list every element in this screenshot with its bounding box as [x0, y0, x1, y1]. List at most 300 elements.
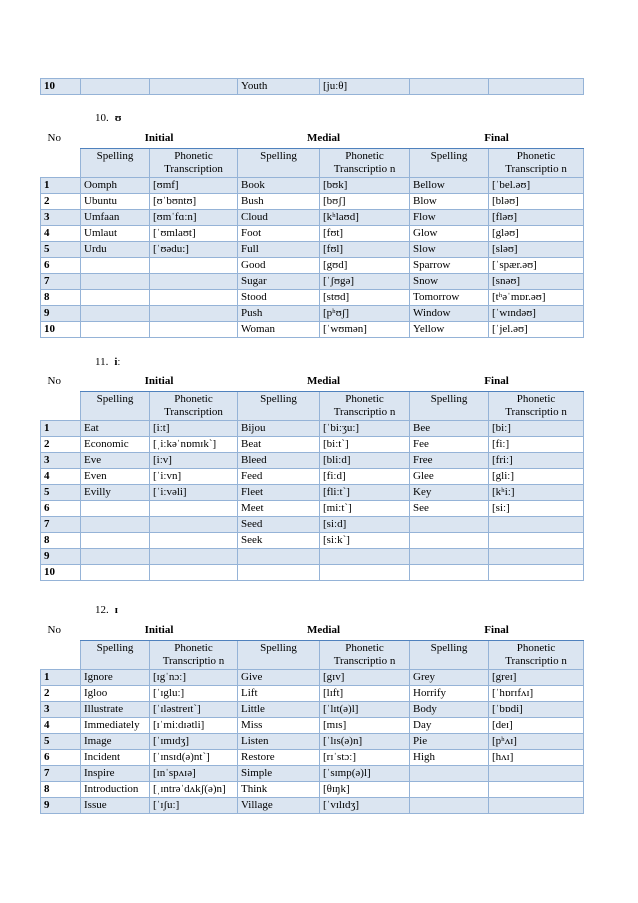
table-row — [41, 258, 584, 274]
cell: [mɪs] — [320, 718, 410, 734]
table-row — [41, 533, 584, 549]
row-number: 10 — [41, 322, 81, 338]
cell: Umlaut — [81, 226, 150, 242]
initial-header: Initial — [81, 371, 238, 392]
cell — [489, 517, 584, 533]
cell — [150, 501, 238, 517]
cell: [pʰʌɪ] — [489, 734, 584, 750]
cell — [81, 565, 150, 581]
medial-header: Medial — [238, 620, 410, 641]
table-row — [41, 322, 584, 338]
header-row — [41, 371, 584, 392]
cell: [bʊʃ] — [320, 194, 410, 210]
medial-header: Medial — [238, 128, 410, 149]
cell: Full — [238, 242, 320, 258]
cell: [ˌɪntrəˈdʌkʃ(ə)n] — [150, 782, 238, 798]
empty-cell — [41, 149, 81, 178]
cell — [81, 501, 150, 517]
phonetic-transcription-header — [489, 392, 584, 421]
table-row — [41, 485, 584, 501]
cell: Illustrate — [81, 702, 150, 718]
header-row — [41, 128, 584, 149]
cell: Lift — [238, 686, 320, 702]
cell: [ɪgˈnɔː] — [150, 670, 238, 686]
cell: Urdu — [81, 242, 150, 258]
phonetic-transcription-header — [150, 392, 238, 421]
cell — [489, 549, 584, 565]
phoneme-table — [40, 620, 584, 814]
table-row — [41, 565, 584, 581]
cell: Pie — [410, 734, 489, 750]
cell: [hʌɪ] — [489, 750, 584, 766]
row-number: 1 — [41, 178, 81, 194]
table-row — [41, 226, 584, 242]
cell: Oomph — [81, 178, 150, 194]
cell: [rɪˈstɔː] — [320, 750, 410, 766]
final-header: Final — [410, 620, 584, 641]
spelling-header: Spelling — [238, 641, 320, 670]
cell: [fliːt`] — [320, 485, 410, 501]
table-row — [41, 178, 584, 194]
cell — [81, 517, 150, 533]
row-number: 8 — [41, 533, 81, 549]
cell — [410, 798, 489, 814]
cell: [ʊmf] — [150, 178, 238, 194]
table-row — [41, 453, 584, 469]
phonetic-transcription-header — [320, 392, 410, 421]
cell: Bellow — [410, 178, 489, 194]
table-row — [41, 210, 584, 226]
spelling-header: Spelling — [238, 149, 320, 178]
table-row — [41, 79, 584, 95]
phonetic-transcription-header — [320, 641, 410, 670]
cell: [stʊd] — [320, 290, 410, 306]
row-number: 3 — [41, 453, 81, 469]
cell: [lɪft] — [320, 686, 410, 702]
cell: Immediately — [81, 718, 150, 734]
cell — [489, 565, 584, 581]
cell: [ˈbiːʒuː] — [320, 421, 410, 437]
spelling-header: Spelling — [81, 392, 150, 421]
cell: [bliːd] — [320, 453, 410, 469]
cell: [ɪˈmiːdɪətli] — [150, 718, 238, 734]
transcription-label: Transcriptio n — [505, 163, 567, 175]
cell: Grey — [410, 670, 489, 686]
cell: [fiː] — [489, 437, 584, 453]
cell: Foot — [238, 226, 320, 242]
cell — [489, 798, 584, 814]
cell: [greɪ] — [489, 670, 584, 686]
cell: Miss — [238, 718, 320, 734]
cell: [ˈlɪt(ə)l] — [320, 702, 410, 718]
transcription-label: Transcription — [164, 163, 223, 175]
cell: Sparrow — [410, 258, 489, 274]
cell: [ˈwɪndəʊ] — [489, 306, 584, 322]
cell — [238, 549, 320, 565]
row-number: 10 — [41, 79, 81, 95]
cell — [150, 533, 238, 549]
cell: [miːt`] — [320, 501, 410, 517]
transcription-label: Transcriptio n — [505, 655, 567, 667]
table-row — [41, 782, 584, 798]
table-row — [41, 750, 584, 766]
cell: Bijou — [238, 421, 320, 437]
cell: [ˈɪləstreɪt`] — [150, 702, 238, 718]
table-row — [41, 469, 584, 485]
cell: Body — [410, 702, 489, 718]
cell — [150, 274, 238, 290]
spelling-header: Spelling — [410, 392, 489, 421]
phonetic-label: Phonetic — [174, 642, 213, 654]
phoneme-symbol: ʊ — [114, 112, 122, 124]
cell: [biːt`] — [320, 437, 410, 453]
subheader-row — [41, 149, 584, 178]
cell: Eve — [81, 453, 150, 469]
cell: Seek — [238, 533, 320, 549]
phonetic-label: Phonetic — [174, 393, 213, 405]
cell: [ˈbel.əʊ] — [489, 178, 584, 194]
row-number: 6 — [41, 501, 81, 517]
cell — [81, 549, 150, 565]
row-number: 5 — [41, 734, 81, 750]
cell — [410, 549, 489, 565]
empty-cell — [41, 392, 81, 421]
table-row — [41, 702, 584, 718]
cell: Incident — [81, 750, 150, 766]
cell — [150, 322, 238, 338]
cell: Book — [238, 178, 320, 194]
cell — [489, 766, 584, 782]
cell: Horrify — [410, 686, 489, 702]
cell: Youth — [238, 79, 320, 95]
cell: Fee — [410, 437, 489, 453]
row-number: 6 — [41, 750, 81, 766]
section-number: 11. — [95, 356, 109, 368]
cell: [ˈiːvəli] — [150, 485, 238, 501]
cell: Ubuntu — [81, 194, 150, 210]
cell: [ˈɪʃuː] — [150, 798, 238, 814]
cell: Bush — [238, 194, 320, 210]
phonetic-transcription-header — [489, 149, 584, 178]
cell: Window — [410, 306, 489, 322]
cell: [fləʊ] — [489, 210, 584, 226]
cell: [snəʊ] — [489, 274, 584, 290]
cell — [81, 290, 150, 306]
cell: [fʊl] — [320, 242, 410, 258]
cell: [gləʊ] — [489, 226, 584, 242]
cell: [fʊt] — [320, 226, 410, 242]
table-row — [41, 501, 584, 517]
cell: [bləʊ] — [489, 194, 584, 210]
cell — [320, 565, 410, 581]
table-row — [41, 421, 584, 437]
header-row — [41, 620, 584, 641]
cell: [gʊd] — [320, 258, 410, 274]
cell: [iːt] — [150, 421, 238, 437]
row-number: 3 — [41, 702, 81, 718]
cell: [ˈʊədu:] — [150, 242, 238, 258]
cell — [81, 258, 150, 274]
row-number: 2 — [41, 686, 81, 702]
subheader-row — [41, 392, 584, 421]
cell: [ˈvɪlɪdʒ] — [320, 798, 410, 814]
table-row — [41, 517, 584, 533]
table-row — [41, 437, 584, 453]
phoneme-table — [40, 371, 584, 581]
cell: Day — [410, 718, 489, 734]
cell: Tomorrow — [410, 290, 489, 306]
cell — [410, 782, 489, 798]
cell: [ɪnˈspʌɪə] — [150, 766, 238, 782]
section-number: 10. — [95, 112, 109, 124]
cell — [320, 549, 410, 565]
transcription-label: Transcriptio n — [162, 655, 225, 667]
spelling-header: Spelling — [238, 392, 320, 421]
initial-header: Initial — [81, 620, 238, 641]
cell: Issue — [81, 798, 150, 814]
row-number: 9 — [41, 306, 81, 322]
cell: Stood — [238, 290, 320, 306]
phonetic-transcription-header — [150, 149, 238, 178]
cell: [ˈɪmɪdʒ] — [150, 734, 238, 750]
cell: Woman — [238, 322, 320, 338]
cell: Little — [238, 702, 320, 718]
table-row — [41, 734, 584, 750]
cell — [150, 517, 238, 533]
table-row — [41, 274, 584, 290]
cell: Snow — [410, 274, 489, 290]
row-number: 9 — [41, 549, 81, 565]
cell: Inspire — [81, 766, 150, 782]
empty-cell — [41, 641, 81, 670]
row-number: 6 — [41, 258, 81, 274]
cell: [pʰʊʃ] — [320, 306, 410, 322]
cell: [siː] — [489, 501, 584, 517]
table-row — [41, 194, 584, 210]
initial-header: Initial — [81, 128, 238, 149]
row-number: 7 — [41, 274, 81, 290]
section-number: 12. — [95, 604, 109, 616]
cell — [150, 565, 238, 581]
cell: [bʊk] — [320, 178, 410, 194]
cell: [juːθ] — [320, 79, 410, 95]
table-row — [41, 242, 584, 258]
cell: [ˈwʊmən] — [320, 322, 410, 338]
table-row — [41, 766, 584, 782]
phonetic-transcription-header — [150, 641, 238, 670]
transcription-label: Transcriptio n — [333, 655, 396, 667]
cell: Feed — [238, 469, 320, 485]
row-number: 1 — [41, 670, 81, 686]
cell: Evilly — [81, 485, 150, 501]
cell: [biː] — [489, 421, 584, 437]
cell: Glee — [410, 469, 489, 485]
cell: [fiːd] — [320, 469, 410, 485]
row-number: 7 — [41, 517, 81, 533]
spelling-header: Spelling — [410, 149, 489, 178]
cell — [81, 533, 150, 549]
phonetic-transcription-header — [489, 641, 584, 670]
cell: [ˌiːkəˈnɒmɪk`] — [150, 437, 238, 453]
top-continuation-table — [40, 78, 584, 95]
phonetic-label: Phonetic — [516, 393, 556, 405]
row-number: 1 — [41, 421, 81, 437]
cell: [ˈsɪmp(ə)l] — [320, 766, 410, 782]
table-row — [41, 798, 584, 814]
phonetic-label: Phonetic — [174, 150, 213, 162]
table-row — [41, 686, 584, 702]
cell: [deɪ] — [489, 718, 584, 734]
phonetic-label: Phonetic — [516, 150, 556, 162]
cell — [410, 565, 489, 581]
cell — [150, 290, 238, 306]
row-number: 9 — [41, 798, 81, 814]
row-number: 8 — [41, 782, 81, 798]
cell: [ˈjel.əʊ] — [489, 322, 584, 338]
row-number: 2 — [41, 437, 81, 453]
no-header: No — [47, 623, 61, 636]
section-heading — [95, 356, 120, 368]
cell: Bleed — [238, 453, 320, 469]
cell: [kʰiː] — [489, 485, 584, 501]
row-number: 7 — [41, 766, 81, 782]
table-row — [41, 290, 584, 306]
cell: Sugar — [238, 274, 320, 290]
final-header: Final — [410, 128, 584, 149]
table-row — [41, 306, 584, 322]
cell: Beat — [238, 437, 320, 453]
section-heading — [95, 112, 122, 124]
cell: Seed — [238, 517, 320, 533]
cell: Good — [238, 258, 320, 274]
cell: [ˈɪgluː] — [150, 686, 238, 702]
cell: [ˈʃʊgə] — [320, 274, 410, 290]
cell: [ˈiːvn] — [150, 469, 238, 485]
cell: Cloud — [238, 210, 320, 226]
phonetic-label: Phonetic — [345, 393, 384, 405]
cell: Blow — [410, 194, 489, 210]
row-number: 4 — [41, 469, 81, 485]
cell: [ʊmˈfɑːn] — [150, 210, 238, 226]
no-header: No — [47, 131, 61, 144]
cell: Push — [238, 306, 320, 322]
cell: Eat — [81, 421, 150, 437]
cell: [iːv] — [150, 453, 238, 469]
phonetic-label: Phonetic — [516, 642, 556, 654]
cell: [ʊˈbʊntʊ] — [150, 194, 238, 210]
phoneme-symbol: iː — [114, 356, 121, 368]
cell: [θɪŋk] — [320, 782, 410, 798]
cell: [siːd] — [320, 517, 410, 533]
row-number: 10 — [41, 565, 81, 581]
cell: [kʰlaʊd] — [320, 210, 410, 226]
cell: [ˈʊmlaʊt] — [150, 226, 238, 242]
row-number: 3 — [41, 210, 81, 226]
medial-header: Medial — [238, 371, 410, 392]
row-number: 8 — [41, 290, 81, 306]
cell — [150, 258, 238, 274]
cell: Yellow — [410, 322, 489, 338]
cell — [81, 322, 150, 338]
spelling-header: Spelling — [410, 641, 489, 670]
phonetic-label: Phonetic — [345, 642, 384, 654]
cell: Umfaan — [81, 210, 150, 226]
cell: Introduction — [81, 782, 150, 798]
cell: Think — [238, 782, 320, 798]
cell: Listen — [238, 734, 320, 750]
cell: Bee — [410, 421, 489, 437]
cell: [ˈlɪs(ə)n] — [320, 734, 410, 750]
cell — [150, 306, 238, 322]
cell — [81, 79, 150, 95]
cell: [sləʊ] — [489, 242, 584, 258]
subheader-row — [41, 641, 584, 670]
row-number: 4 — [41, 718, 81, 734]
cell: Fleet — [238, 485, 320, 501]
cell: Glow — [410, 226, 489, 242]
cell — [410, 517, 489, 533]
table-row — [41, 670, 584, 686]
cell — [489, 79, 584, 95]
transcription-label: Transcription — [164, 406, 223, 418]
row-number: 5 — [41, 242, 81, 258]
cell — [410, 79, 489, 95]
cell: [ˈspær.əʊ] — [489, 258, 584, 274]
cell — [238, 565, 320, 581]
cell — [81, 306, 150, 322]
table-row — [41, 549, 584, 565]
cell: [tʰəˈmɒr.əʊ] — [489, 290, 584, 306]
cell: High — [410, 750, 489, 766]
cell: Ignore — [81, 670, 150, 686]
cell: [gliː] — [489, 469, 584, 485]
cell — [489, 533, 584, 549]
transcription-label: Transcriptio n — [333, 406, 396, 418]
cell — [150, 79, 238, 95]
row-number: 5 — [41, 485, 81, 501]
cell: Simple — [238, 766, 320, 782]
cell: Image — [81, 734, 150, 750]
cell: Igloo — [81, 686, 150, 702]
final-header: Final — [410, 371, 584, 392]
phoneme-symbol: ɪ — [114, 604, 118, 616]
cell: Even — [81, 469, 150, 485]
cell: See — [410, 501, 489, 517]
cell: Economic — [81, 437, 150, 453]
transcription-label: Transcriptio n — [333, 163, 396, 175]
spelling-header: Spelling — [81, 149, 150, 178]
cell — [489, 782, 584, 798]
cell: Slow — [410, 242, 489, 258]
phonetic-label: Phonetic — [345, 150, 384, 162]
cell: Restore — [238, 750, 320, 766]
cell: Free — [410, 453, 489, 469]
cell — [410, 533, 489, 549]
cell: Flow — [410, 210, 489, 226]
row-number: 2 — [41, 194, 81, 210]
table-row — [41, 718, 584, 734]
no-header: No — [47, 374, 61, 387]
phoneme-table — [40, 128, 584, 338]
transcription-label: Transcriptio n — [505, 406, 567, 418]
cell — [150, 549, 238, 565]
row-number: 4 — [41, 226, 81, 242]
cell: [ˈbɒdi] — [489, 702, 584, 718]
cell — [81, 274, 150, 290]
cell: Village — [238, 798, 320, 814]
cell: Give — [238, 670, 320, 686]
section-heading — [95, 604, 118, 616]
